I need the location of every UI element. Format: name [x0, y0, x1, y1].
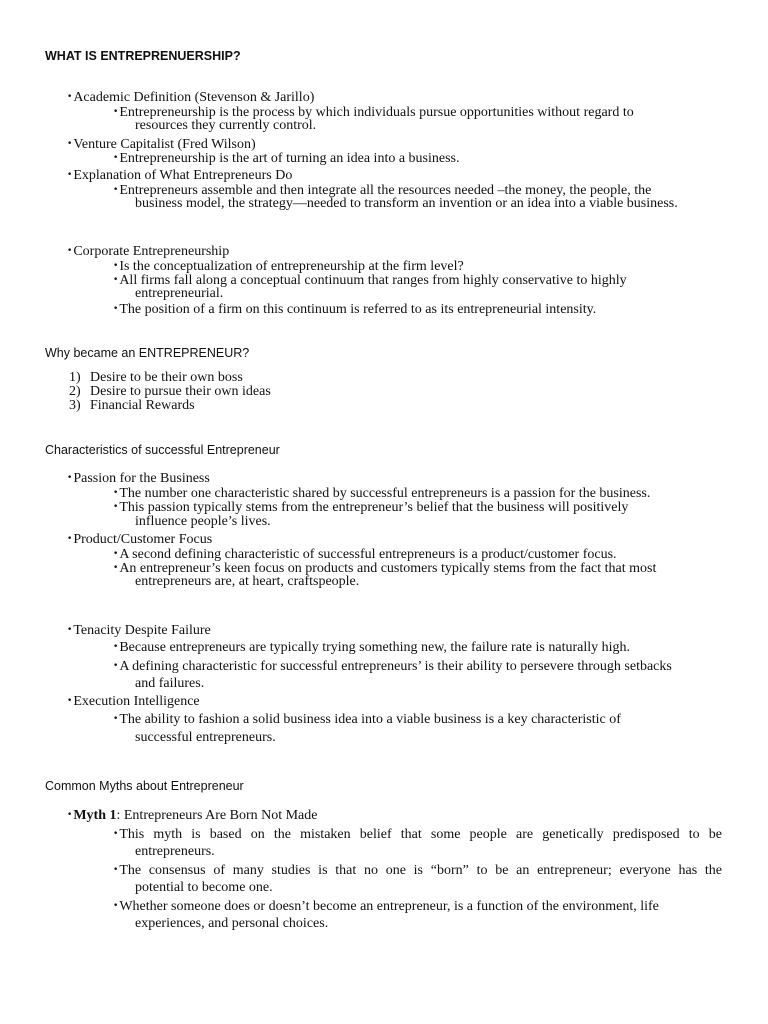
bullet-passion: •Passion for the Business — [67, 471, 210, 486]
numbered-item: 1) Desire to be their own boss — [69, 370, 243, 385]
section-heading-what: WHAT IS ENTREPRENUERSHIP? — [45, 49, 241, 63]
sub-bullet: •The position of a firm on this continuum is referred to as its entrepreneurial intensity. — [113, 302, 597, 317]
continuation-line: successful entrepreneurs. — [135, 730, 276, 745]
bullet-icon: • — [113, 488, 119, 498]
bullet-icon: • — [67, 696, 73, 706]
bullet-icon: • — [67, 139, 73, 149]
section-heading-characteristics: Characteristics of successful Entrepreneur — [45, 443, 280, 457]
numbered-item: 3) Financial Rewards — [69, 398, 195, 413]
bullet-myth-1: •Myth 1: Entrepreneurs Are Born Not Made — [67, 808, 318, 823]
sub-bullet: •Entrepreneurs assemble and then integrate all the resources needed –the money, the people, the — [113, 183, 652, 198]
continuation-line: entrepreneurial. — [135, 286, 224, 301]
bullet-icon: • — [113, 549, 119, 559]
section-heading-myths: Common Myths about Entrepreneur — [45, 779, 244, 793]
bullet-icon: • — [113, 153, 119, 163]
bullet-icon: • — [67, 170, 73, 180]
bullet-icon: • — [113, 563, 119, 573]
bullet-icon: • — [67, 534, 73, 544]
continuation-line: potential to become one. — [135, 880, 273, 895]
bullet-tenacity: •Tenacity Despite Failure — [67, 623, 211, 638]
continuation-line: experiences, and personal choices. — [135, 916, 329, 931]
bullet-icon: • — [67, 810, 73, 820]
bullet-icon: • — [67, 92, 73, 102]
bullet-icon: • — [113, 661, 119, 671]
sub-bullet: •Is the conceptualization of entrepreneurship at the firm level? — [113, 259, 464, 274]
bullet-corporate-entrepreneurship: •Corporate Entrepreneurship — [67, 244, 230, 259]
sub-bullet: •This passion typically stems from the entrepreneur’s belief that the business will positively — [113, 500, 629, 515]
bullet-icon: • — [113, 304, 119, 314]
bullet-icon: • — [67, 625, 73, 635]
continuation-line: business model, the strategy—needed to transform an invention or an idea into a viable business. — [135, 196, 678, 211]
bullet-icon: • — [113, 714, 119, 724]
bullet-icon: • — [113, 261, 119, 271]
bullet-product-customer-focus: •Product/Customer Focus — [67, 532, 213, 547]
bullet-explanation: •Explanation of What Entrepreneurs Do — [67, 168, 293, 183]
sub-bullet: •This myth is based on the mistaken belief that some people are genetically predisposed to be — [113, 827, 722, 842]
bullet-icon: • — [113, 829, 119, 839]
sub-bullet: •Because entrepreneurs are typically trying something new, the failure rate is naturally high. — [113, 640, 630, 655]
sub-bullet: •A defining characteristic for successful entrepreneurs’ is their ability to persevere through setbacks — [113, 659, 672, 674]
continuation-line: entrepreneurs are, at heart, craftspeople. — [135, 574, 360, 589]
numbered-item: 2) Desire to pursue their own ideas — [69, 384, 271, 399]
bullet-icon: • — [113, 901, 119, 911]
sub-bullet: •All firms fall along a conceptual continuum that ranges from highly conservative to highly — [113, 273, 627, 288]
sub-bullet: •Whether someone does or doesn’t become an entrepreneur, is a function of the environment, life — [113, 899, 659, 914]
bullet-icon: • — [113, 502, 119, 512]
bullet-execution-intelligence: •Execution Intelligence — [67, 694, 200, 709]
sub-bullet: •Entrepreneurship is the art of turning an idea into a business. — [113, 151, 460, 166]
sub-bullet: •The ability to fashion a solid business idea into a viable business is a key characteristic of — [113, 712, 621, 727]
continuation-line: and failures. — [135, 676, 205, 691]
sub-bullet: •The consensus of many studies is that no one is “born” to be an entrepreneur; everyone has the — [113, 863, 722, 878]
bullet-icon: • — [113, 107, 119, 117]
continuation-line: resources they currently control. — [135, 118, 317, 133]
sub-bullet: •An entrepreneur’s keen focus on products and customers typically stems from the fact that most — [113, 561, 657, 576]
bullet-icon: • — [113, 275, 119, 285]
bullet-icon: • — [113, 865, 119, 875]
bullet-icon: • — [67, 473, 73, 483]
sub-bullet: •The number one characteristic shared by successful entrepreneurs is a passion for the business. — [113, 486, 651, 501]
sub-bullet: •A second defining characteristic of successful entrepreneurs is a product/customer focus. — [113, 547, 617, 562]
section-heading-why: Why became an ENTREPRENEUR? — [45, 346, 250, 360]
bullet-icon: • — [67, 246, 73, 256]
continuation-line: influence people’s lives. — [135, 514, 271, 529]
bullet-academic-definition: •Academic Definition (Stevenson & Jarillo) — [67, 90, 315, 105]
bullet-icon: • — [113, 642, 119, 652]
bullet-venture-capitalist: •Venture Capitalist (Fred Wilson) — [67, 137, 256, 152]
continuation-line: entrepreneurs. — [135, 844, 215, 859]
sub-bullet: •Entrepreneurship is the process by which individuals pursue opportunities without regard to — [113, 105, 634, 120]
bullet-icon: • — [113, 185, 119, 195]
